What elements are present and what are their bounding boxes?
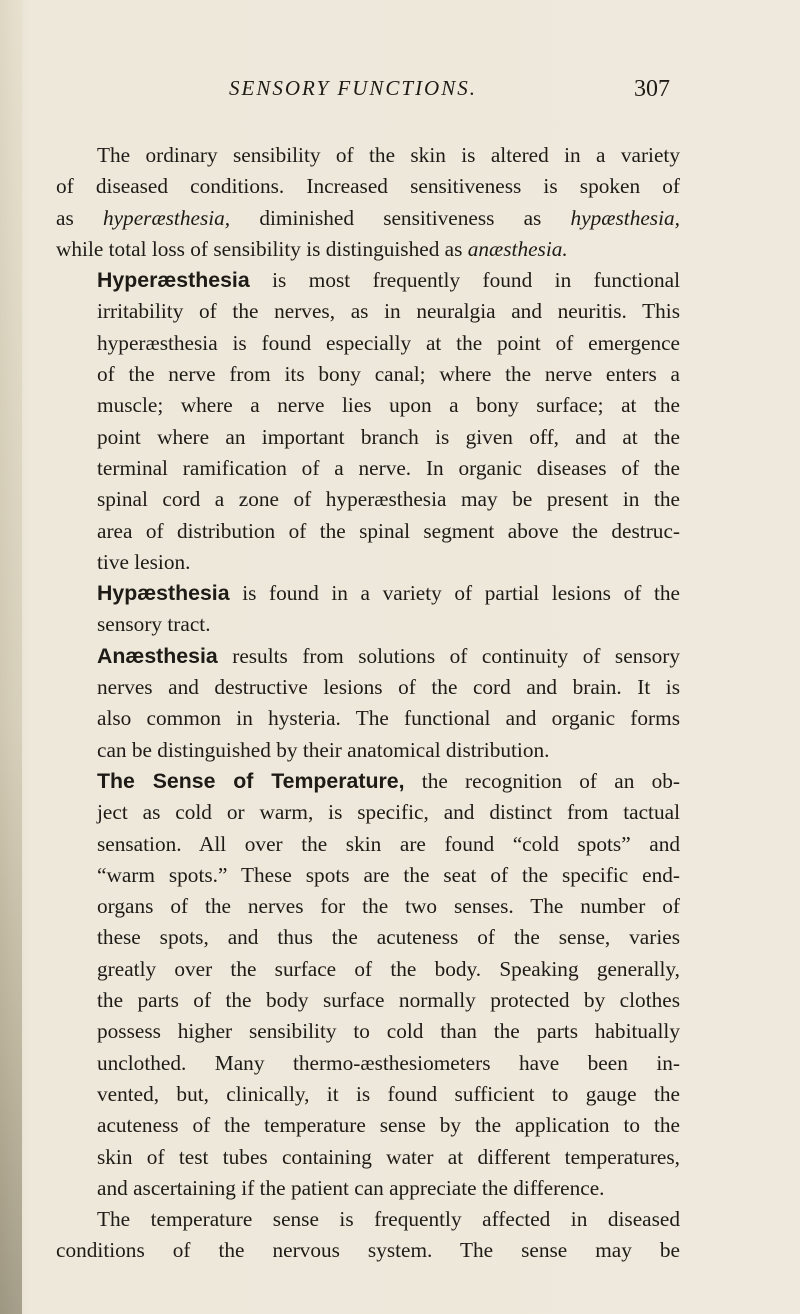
text-line: of diseased conditions. Increased sensitiveness is spoken of [56, 174, 680, 199]
text-line: Anæsthesia results from solutions of continuity of sensory [97, 643, 680, 668]
text-line: muscle; where a nerve lies upon a bony surface; at the [97, 393, 680, 418]
text-line: greatly over the surface of the body. Speaking generally, [97, 956, 680, 981]
text-line: possess higher sensibility to cold than the parts habitually [97, 1019, 680, 1044]
text-line: vented, but, clinically, it is found sufficient to gauge the [97, 1081, 680, 1106]
text-line: The ordinary sensibility of the skin is altered in a variety [97, 143, 680, 167]
text-line: can be distinguished by their anatomical distribution. [97, 737, 550, 762]
text-line: Hyperæsthesia is most frequently found in functional [97, 268, 680, 293]
body-text [56, 140, 680, 1267]
text-line: while total loss of sensibility is distinguished as anæsthesia. [56, 236, 568, 261]
text-line: these spots, and thus the acuteness of the sense, varies [97, 925, 680, 950]
text-line: Hypæsthesia is found in a variety of partial lesions of the [97, 581, 680, 606]
text-line: tive lesion. [97, 549, 191, 574]
text-line: terminal ramification of a nerve. In organic diseases of the [97, 455, 680, 480]
keyword-anaesthesia: Anæsthesia [97, 643, 218, 668]
keyword-hyperaesthesia: Hyperæsthesia [97, 268, 250, 293]
text-line: organs of the nerves for the two senses. The number of [97, 894, 680, 919]
text-line: of the nerve from its bony canal; where the nerve enters a [97, 362, 680, 387]
text-line: and ascertaining if the patient can appreciate the difference. [97, 1175, 605, 1200]
text-line: skin of test tubes containing water at different temperatures, [97, 1144, 680, 1169]
text-line: spinal cord a zone of hyperæsthesia may be present in the [97, 487, 680, 512]
keyword-sense-of-temperature: The Sense of Temperature, [97, 768, 405, 793]
page-header [0, 76, 800, 112]
text-line: unclothed. Many thermo-æsthesiometers have been in- [97, 1050, 680, 1075]
text-line: The Sense of Temperature, the recognition of an ob- [97, 768, 680, 793]
text-line: area of distribution of the spinal segment above the destruc- [97, 518, 680, 543]
text-line: also common in hysteria. The functional and organic forms [97, 706, 680, 731]
page-number: 307 [634, 76, 670, 102]
binding-gutter-shadow [0, 0, 22, 1314]
text-line: point where an important branch is given off, and at the [97, 424, 680, 449]
text-line: the parts of the body surface normally protected by clothes [97, 988, 680, 1013]
text-line: sensation. All over the skin are found “cold spots” and [97, 831, 680, 856]
running-title: SENSORY FUNCTIONS. [229, 76, 477, 100]
text-line: as hyperæsthesia, diminished sensitiveness as hypæsthesia, [56, 205, 680, 230]
text-line: irritability of the nerves, as in neuralgia and neuritis. This [97, 299, 680, 324]
text-line: “warm spots.” These spots are the seat of the specific end- [97, 862, 680, 887]
text-line: The temperature sense is frequently affected in diseased [97, 1207, 680, 1232]
text-line: ject as cold or warm, is specific, and distinct from tactual [97, 800, 680, 825]
text-line: sensory tract. [97, 612, 211, 637]
keyword-hypaesthesia: Hypæsthesia [97, 581, 230, 606]
text-line: hyperæsthesia is found especially at the point of emergence [97, 330, 680, 355]
text-line: conditions of the nervous system. The sense may be [56, 1238, 680, 1263]
text-line: acuteness of the temperature sense by the application to the [97, 1113, 680, 1138]
text-line: nerves and destructive lesions of the cord and brain. It is [97, 675, 680, 700]
